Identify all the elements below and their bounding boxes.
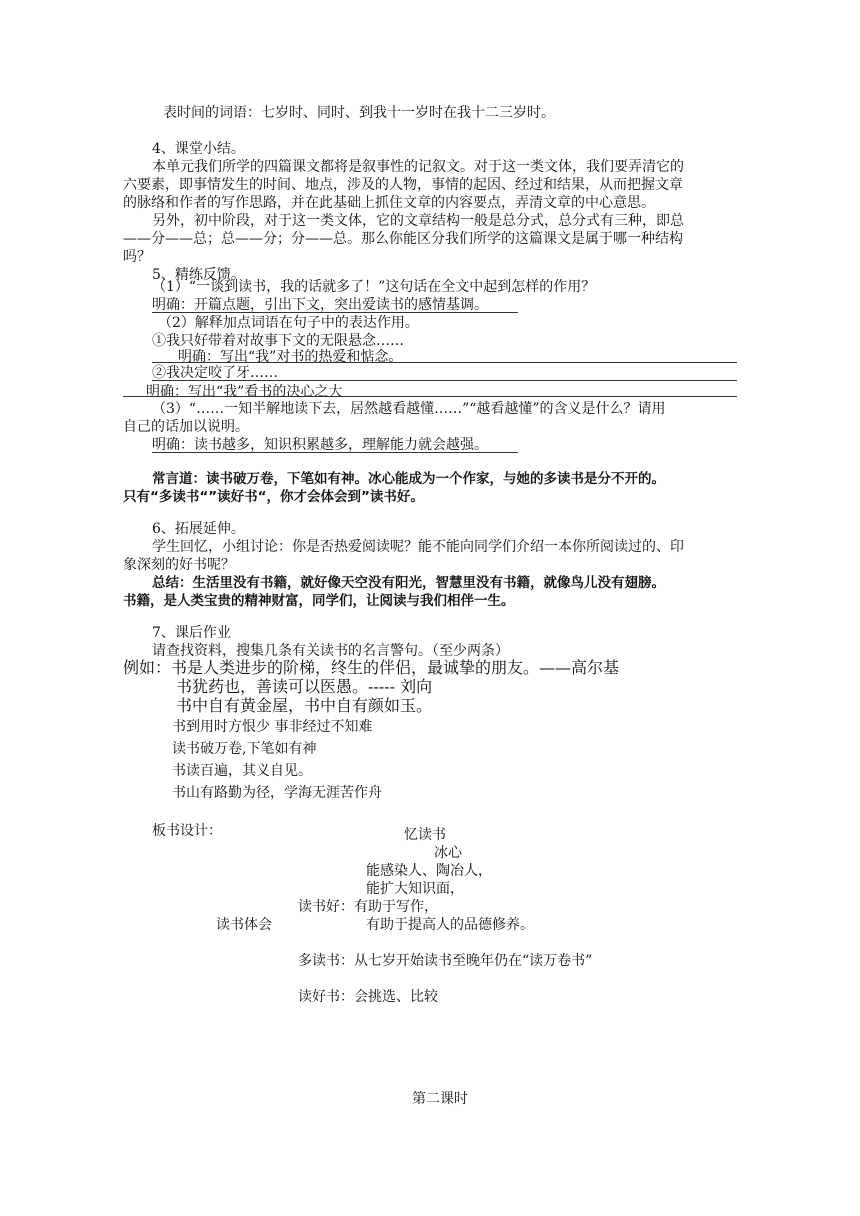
section-4-paragraph: ——分——总；总——分；分——总。那么你能区分我们所学的这篇课文是属于哪一种结构 <box>123 231 683 247</box>
blackboard-point: 多读书：从七岁开始读书至晚年仍在“读万卷书” <box>298 953 593 969</box>
blackboard-point: 读书好：有助于写作， <box>298 899 438 915</box>
answer-3: 明确：读书越多，知识积累越多，理解能力就会越强。 <box>152 437 488 453</box>
quote-example: 书山有路勤为径，学海无涯苦作舟 <box>172 785 382 801</box>
quote-example: 书中自有黄金屋，书中自有颜如玉。 <box>176 696 433 715</box>
summary-bold: 总结：生活里没有书籍，就好像天空没有阳光，智慧里没有书籍，就像鸟儿没有翅膀。 <box>152 575 665 591</box>
answer-underline <box>152 312 518 313</box>
section-4-paragraph: 的脉络和作者的写作思路，并在此基础上抓住文章的内容要点，弄清文章的中心意思。 <box>123 195 655 211</box>
blackboard-point: 读好书：会挑选、比较 <box>298 989 438 1005</box>
quote-example: 书犹药也，善读可以医愚。----- 刘向 <box>176 677 433 696</box>
question-2-item-2: ②我决定咬了牙…… <box>152 365 278 381</box>
section-4-title: 4、课堂小结。 <box>152 141 245 157</box>
question-2: （2）解释加点词语在句子中的表达作用。 <box>158 315 419 331</box>
question-2-item-1: ①我只好带着对故事下文的无限悬念…… <box>152 333 404 349</box>
blackboard-point: 有助于提高人的品德修养。 <box>366 917 534 933</box>
answer-2-2: 明确：写出“我”看书的决心之大 <box>146 384 343 400</box>
lesson-two-heading: 第二课时 <box>412 1091 468 1107</box>
section-6-paragraph: 学生回忆，小组讨论：你是否热爱阅读呢？能不能向同学们介绍一本你所阅读过的、印 <box>152 539 684 555</box>
section-4-paragraph: 六要素，即事情发生的时间、地点，涉及的人物，事情的起因、经过和结果，从而把握文章 <box>123 177 683 193</box>
summary-bold: 书籍，是人类宝贵的精神财富，同学们，让阅读与我们相伴一生。 <box>123 593 515 609</box>
question-3: 自己的话加以说明。 <box>123 419 249 435</box>
bold-remark: 只有“多读书“”读好书“，你才会体会到”读书好。 <box>123 489 424 505</box>
quote-example: 书读百遍，其义自见。 <box>172 763 312 779</box>
answer-underline <box>152 452 518 453</box>
time-words-line: 表时间的词语：七岁时、同时、到我十一岁时在我十二三岁时。 <box>163 105 555 121</box>
question-3: （3）“……一知半解地读下去，居然越看越懂……”“越看越懂”的含义是什么？请用 <box>152 401 666 417</box>
section-4-paragraph: 另外，初中阶段，对于这一类文体，它的文章结构一般是总分式，总分式有三种，即总 <box>152 213 684 229</box>
bold-remark: 常言道：读书破万卷，下笔如有神。冰心能成为一个作家，与她的多读书是分不开的。 <box>152 471 665 487</box>
answer-2-1: 明确：写出“我”对书的热爱和惦念。 <box>178 349 403 365</box>
question-1: （1）“一谈到读书，我的话就多了！”这句话在全文中起到怎样的作用？ <box>152 279 596 295</box>
blackboard-author: 冰心 <box>434 845 462 861</box>
blackboard-left-label: 读书体会 <box>216 917 272 933</box>
blackboard-point: 能扩大知识面， <box>366 881 464 897</box>
quote-example: 书到用时方恨少 事非经过不知难 <box>172 719 373 735</box>
answer-underline <box>123 396 737 397</box>
answer-underline <box>152 380 737 381</box>
answer-1: 明确：开篇点题，引出下文，突出爱读书的感情基调。 <box>152 297 488 313</box>
section-6-title: 6、拓展延伸。 <box>152 521 245 537</box>
section-4-paragraph: 本单元我们所学的四篇课文都将是叙事性的记叙文。对于这一类文体，我们要弄清它的 <box>152 159 684 175</box>
section-4-paragraph: 吗？ <box>123 249 151 265</box>
section-6-paragraph: 象深刻的好书呢？ <box>123 557 235 573</box>
blackboard-point: 能感染人、陶冶人， <box>366 863 492 879</box>
section-7-title: 7、课后作业 <box>152 625 231 641</box>
quote-example: 例如：书是人类进步的阶梯，终生的伴侣，最诚挚的朋友。——高尔基 <box>123 658 620 677</box>
section-5-title: 5、精练反馈。 <box>152 267 245 283</box>
quote-example: 读书破万卷,下笔如有神 <box>172 741 317 757</box>
blackboard-label: 板书设计： <box>152 823 222 839</box>
answer-underline <box>152 362 737 363</box>
section-7-paragraph: 请查找资料，搜集几条有关读书的名言警句。（至少两条） <box>152 643 509 659</box>
blackboard-title: 忆读书 <box>404 827 446 843</box>
